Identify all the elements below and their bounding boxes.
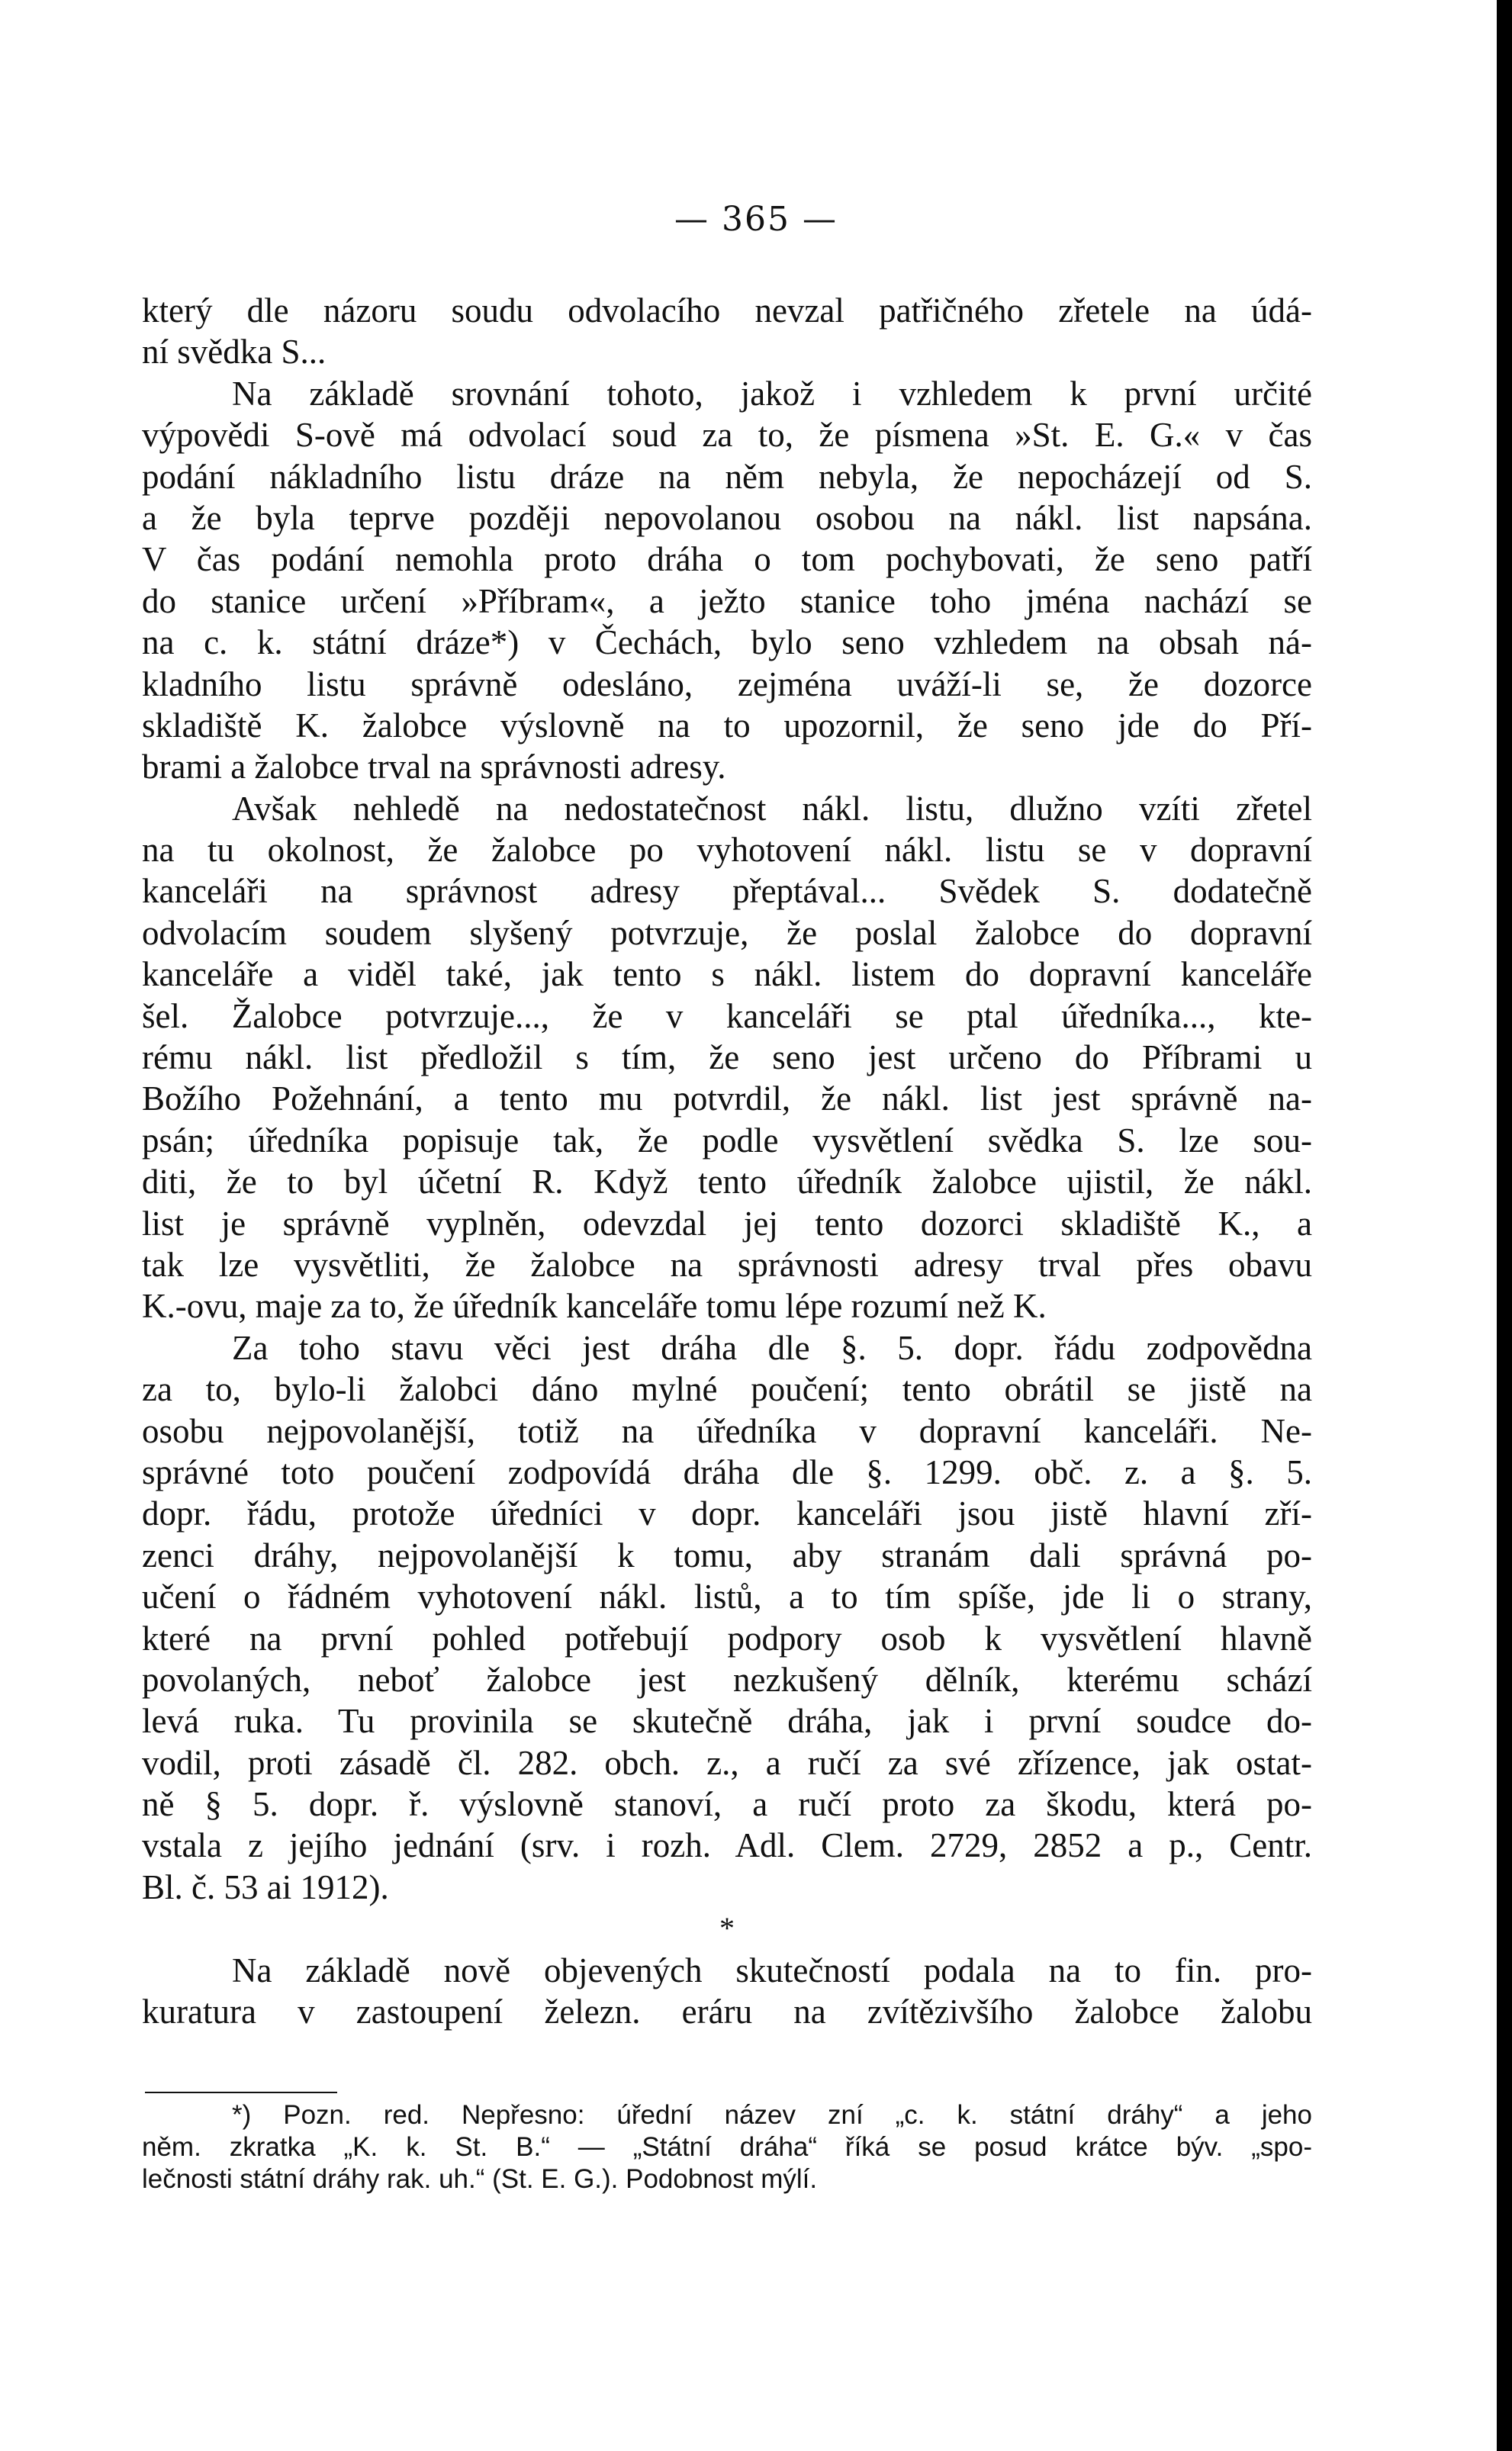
section-separator: * [719, 1911, 735, 1946]
text-line: Za toho stavu věci jest dráha dle §. 5. dopr. řádu zodpovědna [232, 1328, 1312, 1367]
text-line: list je správně vyplněn, odevzdal jej tento dozorci skladiště K., a [142, 1204, 1312, 1243]
text-line: povolaných, neboť žalobce jest nezkušený dělník, kterému schází [142, 1660, 1312, 1699]
text-line: vodil, proti zásadě čl. 282. obch. z., a ručí za své zřízence, jak ostat- [142, 1743, 1312, 1782]
body-text [142, 290, 1312, 2032]
text-line: do stanice určení »Příbram«, a ježto stanice toho jména nachází se [142, 581, 1312, 620]
text-line: učení o řádném vyhotovení nákl. listů, a to tím spíše, jde li o strany, [142, 1578, 1312, 1616]
text-line: Na základě nově objevených skutečností podala na to fin. pro- [232, 1951, 1312, 1989]
text-line: dopr. řádu, protože úředníci v dopr. kanceláři jsou jistě hlavní zří- [142, 1494, 1312, 1533]
text-line: osobu nejpovolanější, totiž na úředníka v dopravní kanceláři. Ne- [142, 1411, 1312, 1450]
text-line: diti, že to byl účetní R. Když tento úředník žalobce ujistil, že nákl. [142, 1163, 1312, 1201]
text-line: V čas podání nemohla proto dráha o tom pochybovati, že seno patří [142, 540, 1312, 579]
text-line: šel. Žalobce potvrzuje..., že v kanceláři se ptal úředníka..., kte- [142, 996, 1312, 1035]
text-line: na tu okolnost, že žalobce po vyhotovení nákl. listu se v dopravní [142, 831, 1312, 870]
text-line: levá ruka. Tu provinila se skutečně dráha, jak i první soudce do- [142, 1702, 1312, 1741]
text-line: vstala z jejího jednání (srv. i rozh. Adl. Clem. 2729, 2852 a p., Centr. [142, 1826, 1312, 1865]
text-line: psán; úředníka popisuje tak, že podle vysvětlení svědka S. lze sou- [142, 1121, 1312, 1160]
text-line: který dle názoru soudu odvolacího nevzal patřičného zřetele na údá- [142, 291, 1312, 330]
text-line: K.-ovu, maje za to, že úředník kanceláře tomu lépe rozumí než K. [142, 1287, 1047, 1326]
text-line: Bl. č. 53 ai 1912). [142, 1867, 389, 1906]
text-line: ní svědka S... [142, 333, 327, 372]
text-line: ně § 5. dopr. ř. výslovně stanoví, a ručí proto za škodu, která po- [142, 1785, 1312, 1824]
text-line: které na první pohled potřebují podpory osob k vysvětlení hlavně [142, 1619, 1312, 1658]
text-line: brami a žalobce trval na správnosti adresy. [142, 748, 726, 786]
text-line: kladního listu správně odesláno, zejména uváží-li se, že dozorce [142, 664, 1312, 703]
text-line: zenci dráhy, nejpovolanější k tomu, aby stranám dali správná po- [142, 1536, 1312, 1574]
text-line: Avšak nehledě na nedostatečnost nákl. listu, dlužno vzíti zřetel [232, 789, 1312, 828]
footnote [142, 2099, 1312, 2195]
text-line: výpovědi S-ově má odvolací soud za to, že písmena »St. E. G.« v čas [142, 416, 1312, 455]
text-line: kanceláře a viděl také, jak tento s nákl. listem do dopravní kanceláře [142, 955, 1312, 994]
text-line: a že byla teprve později nepovolanou osobou na nákl. list napsána. [142, 498, 1312, 537]
text-line: rému nákl. list předložil s tím, že seno jest určeno do Příbrami u [142, 1038, 1312, 1077]
text-line: podání nákladního listu dráze na něm nebyla, že nepocházejí od S. [142, 457, 1312, 496]
text-line: za to, bylo-li žalobci dáno mylné poučení; tento obrátil se jistě na [142, 1370, 1312, 1409]
text-line: kanceláři na správnost adresy přeptával... Svědek S. dodatečně [142, 872, 1312, 911]
footnote-divider [145, 2092, 337, 2093]
text-line: odvolacím soudem slyšený potvrzuje, že poslal žalobce do dopravní [142, 913, 1312, 952]
footnote-line: *) Pozn. red. Nepřesno: úřední název zní „c. k. státní dráhy“ a jeho [232, 2100, 1312, 2130]
footnote-line: lečnosti státní dráhy rak. uh.“ (St. E. G.). Podobnost mýlí. [142, 2164, 818, 2194]
text-line: na c. k. státní dráze*) v Čechách, bylo seno vzhledem na obsah ná- [142, 623, 1312, 662]
text-line: správné toto poučení zodpovídá dráha dle §. 1299. obč. z. a §. 5. [142, 1452, 1312, 1491]
text-line: kuratura v zastoupení železn. eráru na zvítězivšího žalobce žalobu [142, 1993, 1312, 2031]
text-line: Na základě srovnání tohoto, jakož i vzhledem k první určité [232, 374, 1312, 413]
scan-edge [1497, 0, 1512, 2451]
text-line: skladiště K. žalobce výslovně na to upozornil, že seno jde do Pří- [142, 706, 1312, 745]
text-line: tak lze vysvětliti, že žalobce na správnosti adresy trval přes obavu [142, 1245, 1312, 1284]
footnote-line: něm. zkratka „K. k. St. B.“ — „Státní dráha“ říká se posud krátce býv. „spo- [142, 2132, 1312, 2162]
text-line: Božího Požehnání, a tento mu potvrdil, že nákl. list jest správně na- [142, 1079, 1312, 1118]
page-number: — 365 — [674, 200, 838, 239]
